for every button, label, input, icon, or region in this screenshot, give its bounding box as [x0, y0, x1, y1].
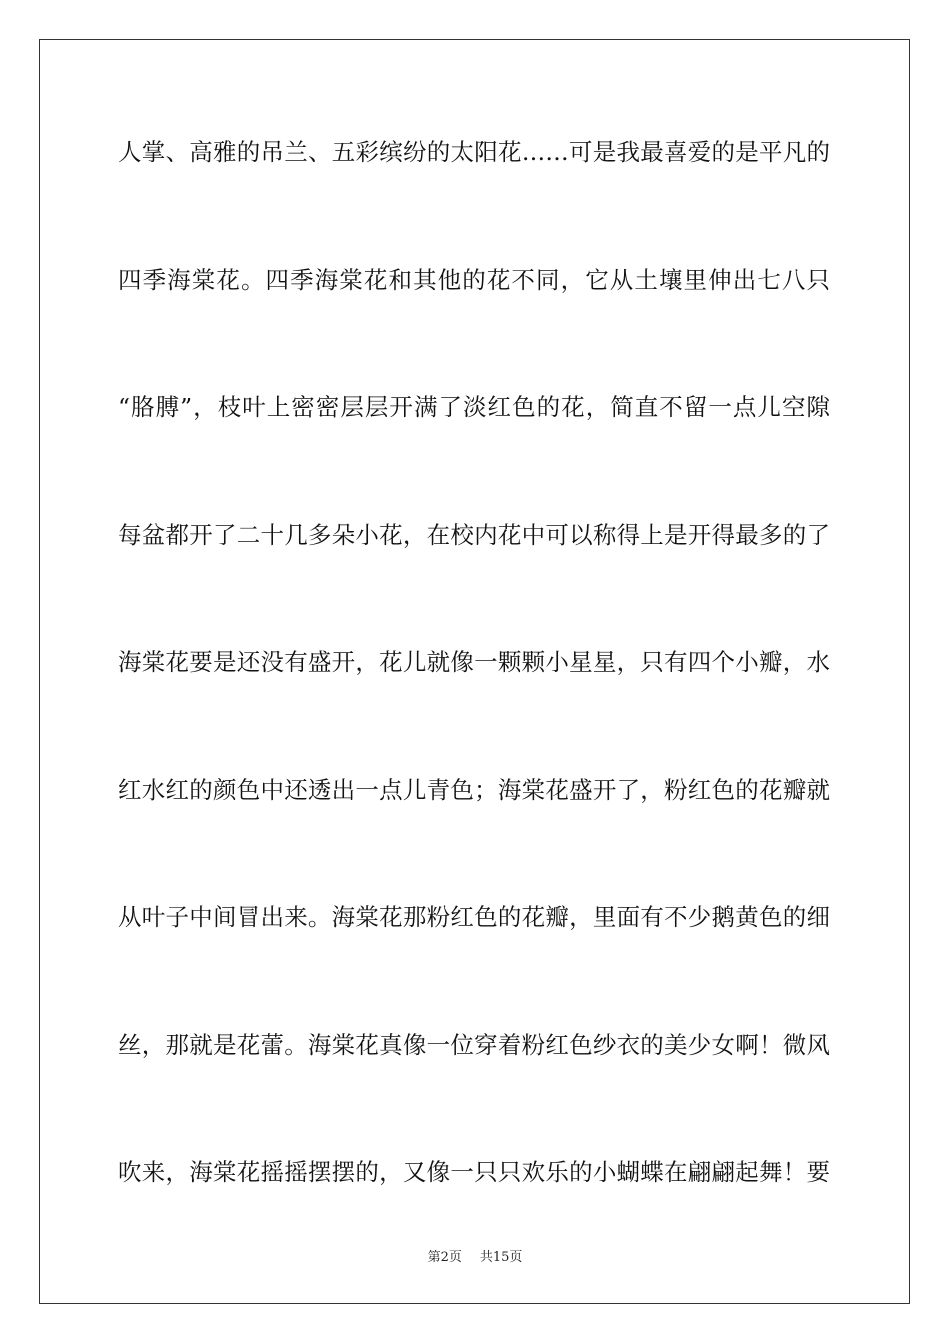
text-line: 海棠花要是还没有盛开，花儿就像一颗颗小星星，只有四个小瓣，水 [118, 648, 830, 676]
text-line: 红水红的颜色中还透出一点儿青色；海棠花盛开了，粉红色的花瓣就 [118, 775, 830, 804]
text-line: “胳膊”，枝叶上密密层层开满了淡红色的花，简直不留一点儿空隙 [118, 393, 830, 421]
text-line: 吹来，海棠花摇摇摆摆的，又像一只只欢乐的小蝴蝶在翩翩起舞！要 [118, 1158, 830, 1186]
text-line: 丝，那就是花蕾。海棠花真像一位穿着粉红色纱衣的美少女啊！微风 [118, 1030, 830, 1059]
text-line: 四季海棠花。四季海棠花和其他的花不同，它从土壤里伸出七八只 [118, 265, 830, 294]
text-line: 从叶子中间冒出来。海棠花那粉红色的花瓣，里面有不少鹅黄色的细 [118, 903, 830, 931]
text-line: 人掌、高雅的吊兰、五彩缤纷的太阳花……可是我最喜爱的是平凡的 [118, 138, 830, 166]
page-total: 共15页 [479, 1250, 523, 1265]
page-number: 第2页 [427, 1250, 462, 1265]
document-body [118, 125, 830, 1273]
text-line: 每盆都开了二十几多朵小花，在校内花中可以称得上是开得最多的了 [118, 520, 830, 549]
page-footer [0, 1246, 950, 1265]
